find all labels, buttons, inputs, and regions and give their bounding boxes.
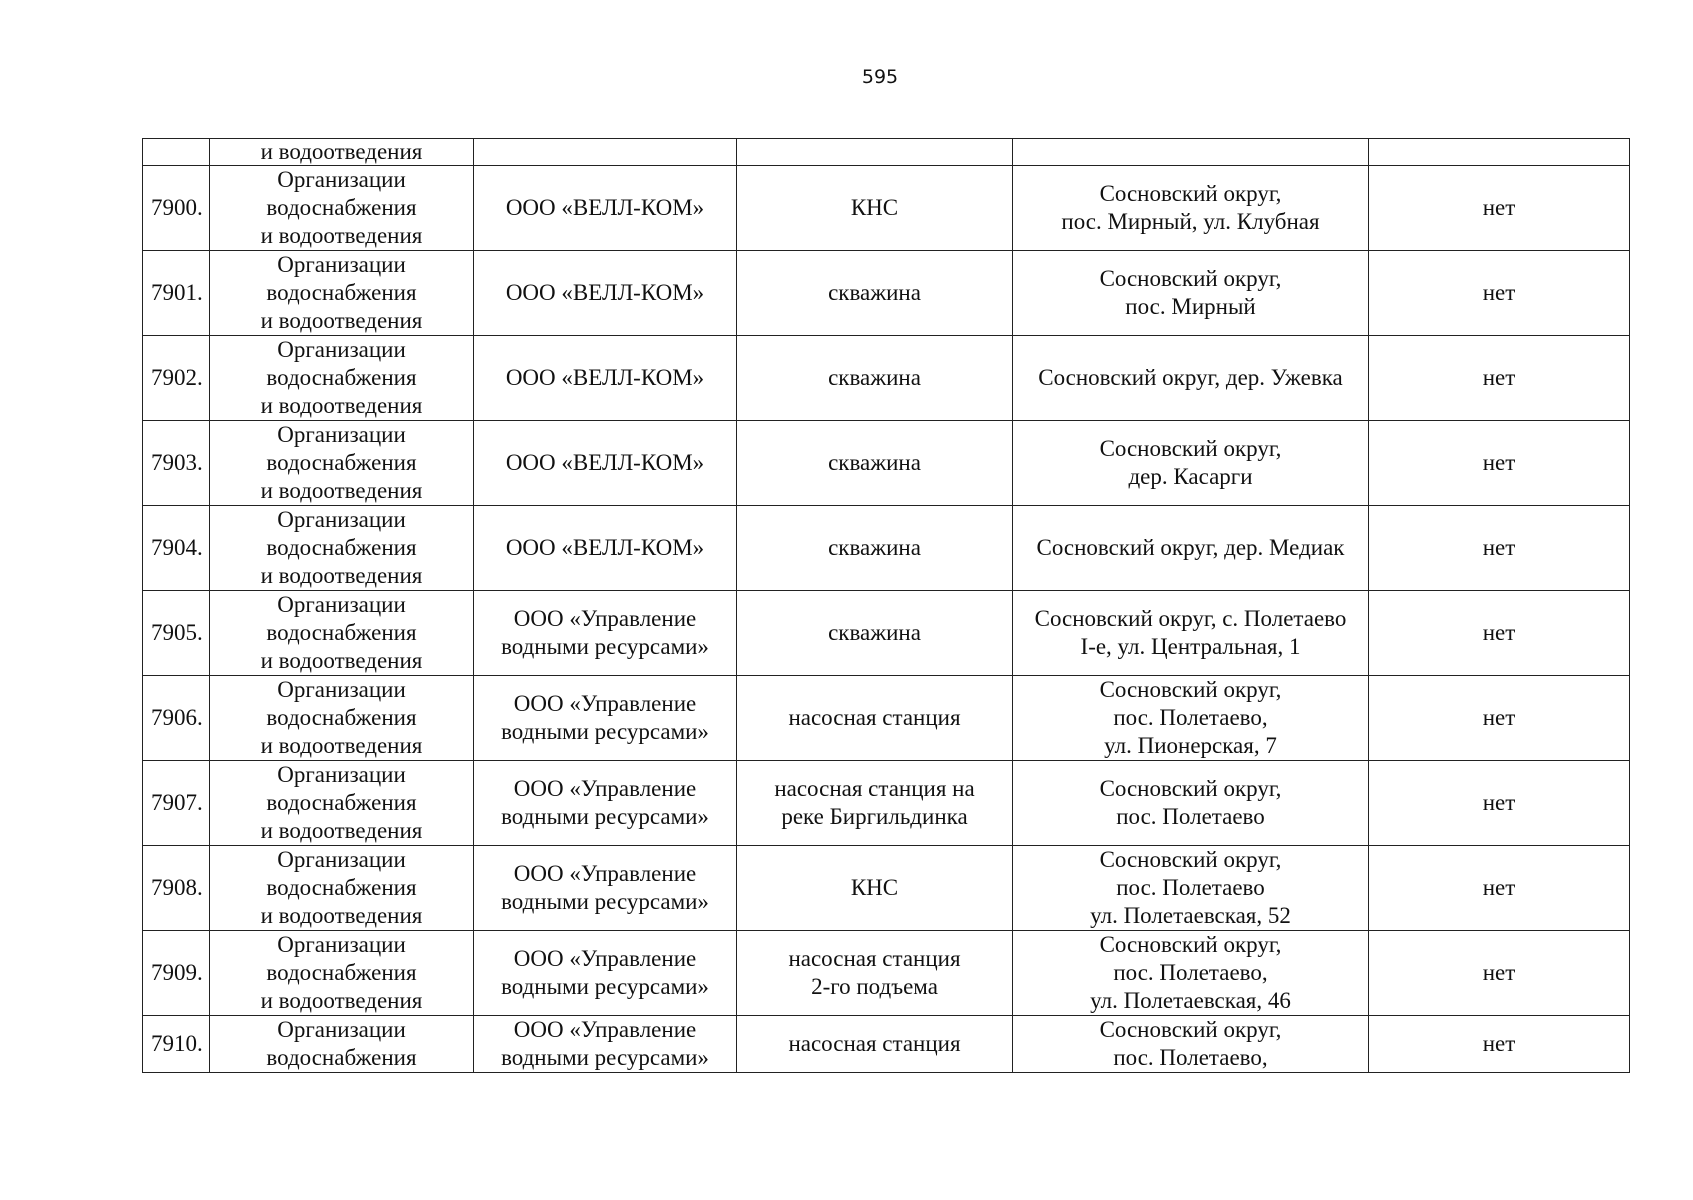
cell-category: и водоотведения: [210, 139, 474, 166]
cell-address: Сосновский округ, пос. Полетаево,: [1013, 1016, 1369, 1073]
cell-category: Организации водоснабжения и водоотведения: [210, 166, 474, 251]
cell-organization: ООО «ВЕЛЛ-КОМ»: [474, 166, 737, 251]
cell-object: насосная станция: [737, 1016, 1013, 1073]
cell-organization: ООО «Управление водными ресурсами»: [474, 591, 737, 676]
cell-organization: ООО «Управление водными ресурсами»: [474, 1016, 737, 1073]
table-row: [143, 166, 1630, 251]
cell-address: Сосновский округ, с. Полетаево I-е, ул. Центральная, 1: [1013, 591, 1369, 676]
cell-address: Сосновский округ, пос. Полетаево, ул. Пионерская, 7: [1013, 676, 1369, 761]
cell-organization: ООО «ВЕЛЛ-КОМ»: [474, 506, 737, 591]
cell-object: насосная станция на реке Биргильдинка: [737, 761, 1013, 846]
cell-category: Организации водоснабжения и водоотведения: [210, 591, 474, 676]
cell-address: [1013, 139, 1369, 166]
cell-number: 7904.: [143, 506, 210, 591]
cell-number: 7907.: [143, 761, 210, 846]
cell-category: Организации водоснабжения и водоотведения: [210, 676, 474, 761]
cell-object: КНС: [737, 166, 1013, 251]
cell-object: скважина: [737, 421, 1013, 506]
cell-category: Организации водоснабжения и водоотведения: [210, 846, 474, 931]
cell-flag: нет: [1369, 336, 1630, 421]
cell-number: 7902.: [143, 336, 210, 421]
cell-organization: ООО «ВЕЛЛ-КОМ»: [474, 336, 737, 421]
cell-number: 7905.: [143, 591, 210, 676]
cell-object: [737, 139, 1013, 166]
cell-category: Организации водоснабжения и водоотведения: [210, 931, 474, 1016]
cell-flag: нет: [1369, 251, 1630, 336]
cell-number: 7908.: [143, 846, 210, 931]
table-row: [143, 591, 1630, 676]
cell-address: Сосновский округ, пос. Полетаево: [1013, 761, 1369, 846]
cell-organization: ООО «Управление водными ресурсами»: [474, 761, 737, 846]
cell-organization: ООО «ВЕЛЛ-КОМ»: [474, 421, 737, 506]
cell-category: Организации водоснабжения и водоотведения: [210, 251, 474, 336]
cell-address: Сосновский округ, дер. Медиак: [1013, 506, 1369, 591]
cell-flag: нет: [1369, 506, 1630, 591]
cell-address: Сосновский округ, пос. Мирный, ул. Клубная: [1013, 166, 1369, 251]
cell-flag: нет: [1369, 421, 1630, 506]
cell-organization: ООО «Управление водными ресурсами»: [474, 676, 737, 761]
page-number: 595: [861, 66, 899, 88]
cell-address: Сосновский округ, пос. Мирный: [1013, 251, 1369, 336]
cell-organization: ООО «ВЕЛЛ-КОМ»: [474, 251, 737, 336]
table-row: [143, 676, 1630, 761]
cell-category: Организации водоснабжения и водоотведения: [210, 336, 474, 421]
cell-flag: нет: [1369, 931, 1630, 1016]
cell-flag: нет: [1369, 761, 1630, 846]
registry-table-body: [143, 139, 1630, 1073]
cell-number: 7903.: [143, 421, 210, 506]
cell-object: скважина: [737, 506, 1013, 591]
cell-flag: нет: [1369, 166, 1630, 251]
cell-category: Организации водоснабжения и водоотведения: [210, 506, 474, 591]
table-row: [143, 761, 1630, 846]
cell-object: скважина: [737, 336, 1013, 421]
cell-flag: нет: [1369, 676, 1630, 761]
cell-address: Сосновский округ, дер. Касарги: [1013, 421, 1369, 506]
cell-address: Сосновский округ, пос. Полетаево ул. Полетаевская, 52: [1013, 846, 1369, 931]
cell-number: 7906.: [143, 676, 210, 761]
cell-address: Сосновский округ, дер. Ужевка: [1013, 336, 1369, 421]
table-row-continuation: [143, 139, 1630, 166]
cell-object: насосная станция: [737, 676, 1013, 761]
cell-organization: [474, 139, 737, 166]
cell-flag: нет: [1369, 846, 1630, 931]
cell-flag: нет: [1369, 591, 1630, 676]
cell-number: 7910.: [143, 1016, 210, 1073]
table-row: [143, 931, 1630, 1016]
table-row: [143, 251, 1630, 336]
table-row: [143, 506, 1630, 591]
cell-object: КНС: [737, 846, 1013, 931]
table-row: [143, 1016, 1630, 1073]
cell-flag: нет: [1369, 1016, 1630, 1073]
registry-table: [142, 138, 1630, 1073]
cell-category: Организации водоснабжения и водоотведения: [210, 761, 474, 846]
cell-category: Организации водоснабжения: [210, 1016, 474, 1073]
cell-number: [143, 139, 210, 166]
cell-object: скважина: [737, 591, 1013, 676]
cell-category: Организации водоснабжения и водоотведения: [210, 421, 474, 506]
table-row: [143, 421, 1630, 506]
cell-number: 7901.: [143, 251, 210, 336]
cell-address: Сосновский округ, пос. Полетаево, ул. Полетаевская, 46: [1013, 931, 1369, 1016]
cell-object: скважина: [737, 251, 1013, 336]
cell-organization: ООО «Управление водными ресурсами»: [474, 931, 737, 1016]
cell-number: 7900.: [143, 166, 210, 251]
cell-number: 7909.: [143, 931, 210, 1016]
cell-organization: ООО «Управление водными ресурсами»: [474, 846, 737, 931]
table-row: [143, 846, 1630, 931]
table-row: [143, 336, 1630, 421]
cell-flag: [1369, 139, 1630, 166]
cell-object: насосная станция 2-го подъема: [737, 931, 1013, 1016]
